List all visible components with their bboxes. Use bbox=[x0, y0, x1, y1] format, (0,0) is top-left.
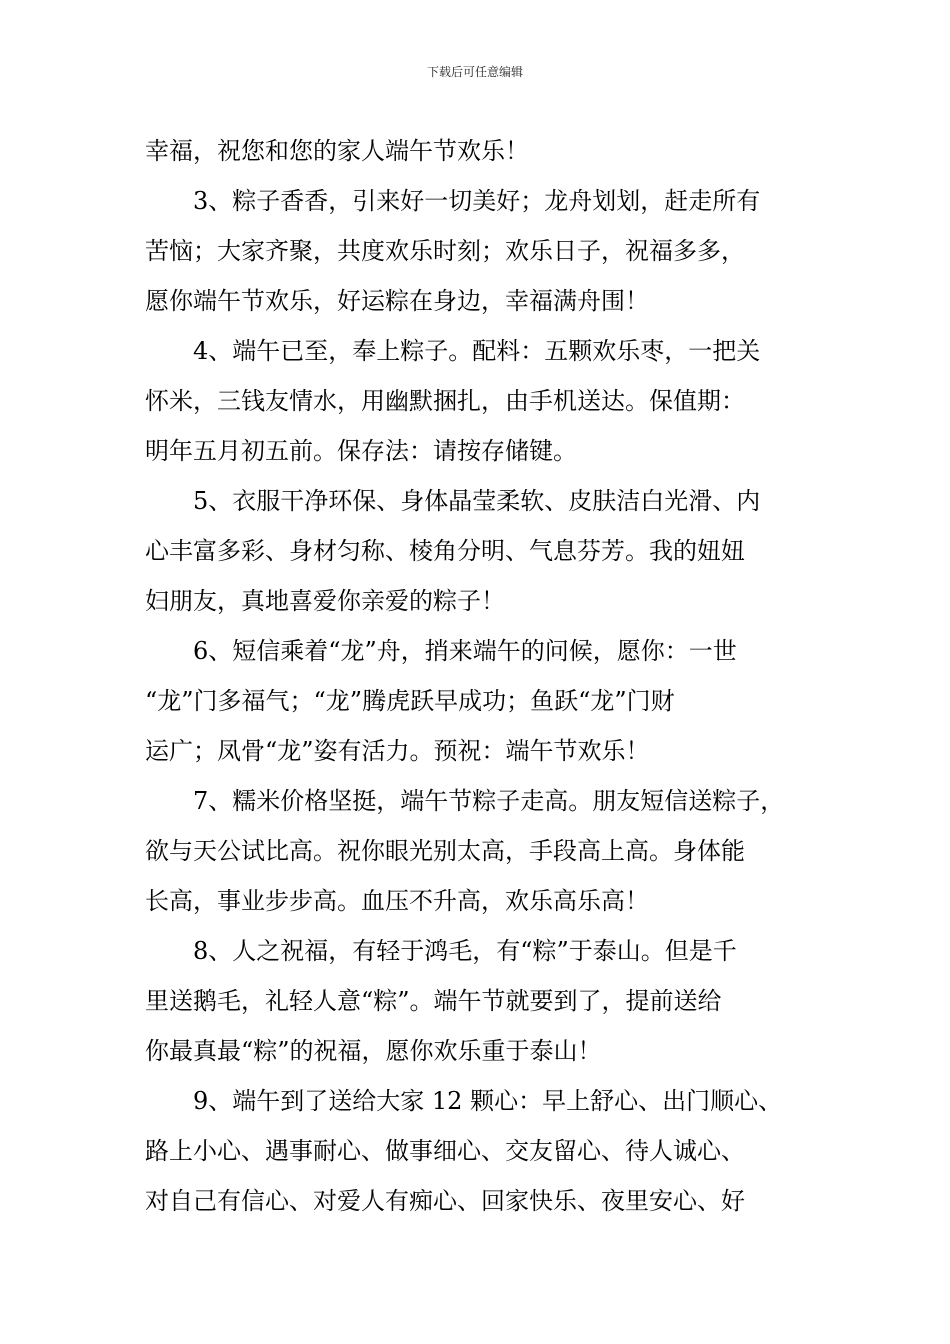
text-line: 苦恼；大家齐聚，共度欢乐时刻；欢乐日子，祝福多多， bbox=[145, 237, 745, 265]
text-line: 运广；凤骨“龙”姿有活力。预祝：端午节欢乐！ bbox=[145, 737, 650, 765]
text-line: 妇朋友，真地喜爱你亲爱的粽子！ bbox=[145, 587, 505, 615]
text-line: 3、粽子香香，引来好一切美好；龙舟划划，赶走所有 bbox=[193, 187, 761, 215]
text-line: 7、糯米价格坚挺，端午节粽子走高。朋友短信送粽子， bbox=[193, 787, 785, 815]
text-line: 5、衣服干净环保、身体晶莹柔软、皮肤洁白光滑、内 bbox=[193, 487, 761, 515]
text-line: 欲与天公试比高。祝你眼光别太高，手段高上高。身体能 bbox=[145, 837, 745, 865]
document-body bbox=[145, 126, 810, 1226]
text-line: 你最真最“粽”的祝福，愿你欢乐重于泰山！ bbox=[145, 1037, 602, 1065]
text-line: 6、短信乘着“龙”舟，捎来端午的问候，愿你：一世 bbox=[193, 637, 737, 665]
text-line: 里送鹅毛，礼轻人意“粽”。端午节就要到了，提前送给 bbox=[145, 987, 722, 1015]
text-line: 9、端午到了送给大家 12 颗心：早上舒心、出门顺心、 bbox=[193, 1087, 783, 1115]
text-line: 心丰富多彩、身材匀称、棱角分明、气息芬芳。我的妞妞 bbox=[145, 537, 745, 565]
text-line: 明年五月初五前。保存法：请按存储键。 bbox=[145, 437, 577, 465]
text-line: 长高，事业步步高。血压不升高，欢乐高乐高！ bbox=[145, 887, 649, 915]
text-line: 幸福，祝您和您的家人端午节欢乐！ bbox=[145, 137, 529, 165]
text-line: 路上小心、遇事耐心、做事细心、交友留心、待人诚心、 bbox=[145, 1137, 745, 1165]
page-header: 下载后可任意编辑 bbox=[426, 65, 523, 79]
text-line: “龙”门多福气；“龙”腾虎跃早成功；鱼跃“龙”门财 bbox=[145, 687, 675, 715]
text-line: 怀米，三钱友情水，用幽默捆扎，由手机送达。保值期： bbox=[145, 387, 745, 415]
text-line: 4、端午已至，奉上粽子。配料：五颗欢乐枣，一把关 bbox=[193, 337, 761, 365]
text-line: 对自己有信心、对爱人有痴心、回家快乐、夜里安心、好 bbox=[145, 1187, 745, 1215]
text-line: 愿你端午节欢乐，好运粽在身边，幸福满舟围！ bbox=[145, 287, 649, 315]
text-line: 8、人之祝福，有轻于鸿毛，有“粽”于泰山。但是千 bbox=[193, 937, 737, 965]
